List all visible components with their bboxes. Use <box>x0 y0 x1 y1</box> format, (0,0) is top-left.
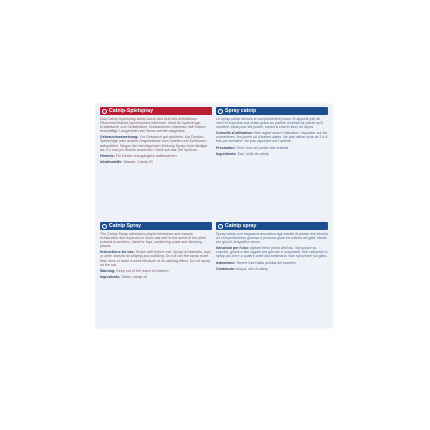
ingredients-section-german <box>100 160 212 164</box>
panel-title-french: Spray catnip <box>225 108 257 114</box>
warning-text-french: Tenir hors de portée des enfants. <box>236 145 290 150</box>
circle-logo-icon <box>102 224 107 229</box>
circle-logo-icon <box>218 224 223 229</box>
ingredients-heading-french: Ingrédients: <box>216 151 237 156</box>
usage-heading-italian: Istruzioni per l'uso: <box>216 246 250 251</box>
ingredients-section-italian <box>216 267 328 271</box>
label-panel-french <box>216 107 328 158</box>
ingredients-heading-german: Inhaltsstoffe: <box>100 159 123 164</box>
warning-heading-english: Warning: <box>100 268 116 273</box>
ingredients-heading-english: Ingredients: <box>100 274 121 279</box>
product-description-french: Le spray catnip stimule le comportement joueur et apporte joie de vivre et euphorie aux chats grâce au parfum d'extrait de plante qu'il contient. Idéal pour les jouets, arbres à chat et lieux de repos. <box>216 117 323 130</box>
label-panel-english <box>100 222 212 281</box>
ingredients-section-english <box>100 275 212 279</box>
usage-section-german <box>100 135 212 151</box>
warning-text-italian: Tenere fuori dalla portata dei bambini. <box>236 260 297 265</box>
product-label-sheet <box>96 104 332 328</box>
product-description-italian: Spray catnip con fragranza aromatica agli estratti di piante che stimola un comportamento giocoso e provoca gioia ed euforia nei gatti. Ideale per giochi, tiragraffi e cucce. <box>216 232 328 245</box>
warning-heading-french: Précaution: <box>216 145 236 150</box>
warning-section-french <box>216 146 328 150</box>
label-panel-italian <box>216 222 328 273</box>
label-panel-german <box>100 107 212 166</box>
panel-title-english: Catnip Spray <box>109 223 141 229</box>
panel-header-english <box>100 222 212 230</box>
ingredients-text-italian: Acqua, olio di catnip <box>235 266 269 271</box>
panel-header-german <box>100 107 212 115</box>
usage-heading-german: Gebrauchsanweisung: <box>100 135 139 140</box>
warning-heading-italian: Attenzione: <box>216 260 236 265</box>
circle-logo-icon <box>102 109 107 114</box>
ingredients-text-french: Eau, huile de catnip <box>237 151 270 156</box>
panel-title-german: Catnip-Spielspray <box>109 108 154 114</box>
product-description-german: Das Catnip-Spielspray weckt durch den Duft des enthaltenen Pflanzenextraktes spielerisches Interesse. Ideal für Spielzeuge, Kratzbäume und Schlafplätze. Entstandenes Interesse hält Katzen beschäftigt, Langeweile und Stress werden abgebaut. <box>100 117 206 134</box>
usage-text-french: Bien agiter avant l'utilisation. Vaporiser sur les couvertures, les jouets ou d'autres objets. Ne pas utiliser plus de 3 à 4 fois par semaine. Ne pas vaporiser sur l'animal. <box>216 131 328 144</box>
usage-text-italian: Agitare bene prima dell'uso. Spruzzare su coperte, giochi o altri oggetti per giocare e coccolarsi. Non utilizzare lo spray più di tre o quattro volte alla settimana. Non spruzzare sul gatto. <box>216 246 328 259</box>
usage-text-german: Vor Gebrauch gut schütteln. Auf Decken, Spielzeuge oder andere Gegenstände zum Spielen und Schmusen aufsprühen. Wegen der beruhigenden Wirkung Spray nicht häufiger als 3-4 mal pro Woche anwenden. Nicht auf das Tier sprühen. <box>100 135 208 152</box>
warning-section-english <box>100 269 212 273</box>
circle-logo-icon <box>218 109 223 114</box>
panel-title-italian: Catnip spray <box>225 223 257 229</box>
product-description-english: The Catnip Spray stimulates playful behaviour and causes exhilaration and euphoria in most cats due to the scent of the plant extracts it contains. Ideal for toys, scratching posts and sleeping places. <box>100 232 206 249</box>
usage-text-english: Shake well before use. Spray on blankets, toys or other objects for playing and cuddling. Do not use the spray more than once or twice a week because of its calming effect. Do not spray on the cat. <box>100 250 211 267</box>
panel-header-french <box>216 107 328 115</box>
panel-header-italian <box>216 222 328 230</box>
warning-heading-german: Hinweis: <box>100 153 115 158</box>
usage-heading-french: Conseils d'utilisation: <box>216 131 254 136</box>
ingredients-heading-italian: Contenuto: <box>216 266 236 271</box>
usage-section-french <box>216 131 328 143</box>
warning-section-italian <box>216 261 328 265</box>
usage-section-english <box>100 250 212 266</box>
ingredients-section-french <box>216 152 328 156</box>
warning-section-german <box>100 154 212 158</box>
warning-text-english: Keep out of the reach of children. <box>116 268 170 273</box>
usage-heading-english: Instructions for use: <box>100 250 135 255</box>
usage-section-italian <box>216 246 328 258</box>
ingredients-text-german: Wasser, Catnip-Öl <box>123 159 153 164</box>
warning-text-german: Für Kinder unzugänglich aufbewahren. <box>115 153 178 158</box>
ingredients-text-english: Water, catnip oil <box>121 274 148 279</box>
